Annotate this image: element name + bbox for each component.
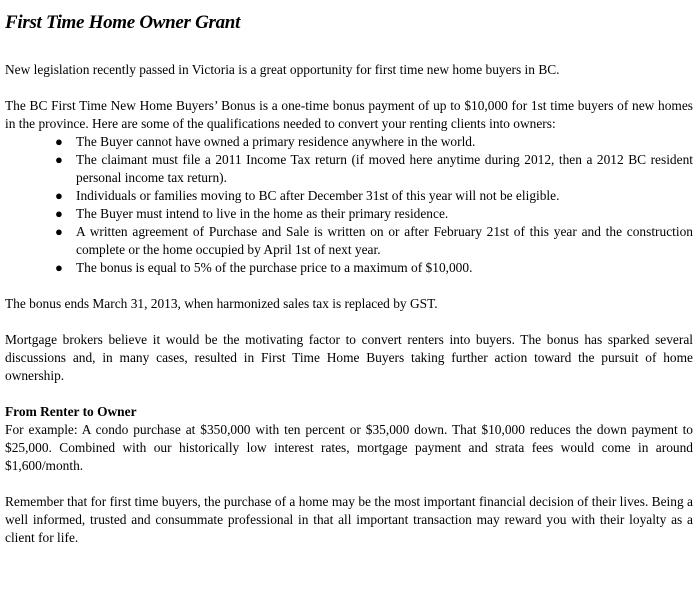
bonus-end-paragraph: The bonus ends March 31, 2013, when harmonized sales tax is replaced by GST. bbox=[5, 296, 438, 311]
bullet-icon: ● bbox=[55, 224, 63, 239]
qualification-text: The bonus is equal to 5% of the purchase price to a maximum of $10,000. bbox=[76, 260, 473, 275]
bullet-icon: ● bbox=[55, 134, 63, 149]
qualification-text: The Buyer cannot have owned a primary residence anywhere in the world. bbox=[76, 134, 476, 149]
bonus-description-paragraph: The BC First Time New Home Buyers’ Bonus is a one-time bonus payment of up to $10,000 for 1st time buyers of new homes in the province. Here are some of the qualifications needed to convert your renting clients into owners: bbox=[5, 98, 693, 131]
closing-paragraph: Remember that for first time buyers, the purchase of a home may be the most important financial decision of their lives. Being a well informed, trusted and consummate professional in that all important transaction may reward you with their loyalty as a client for life. bbox=[5, 494, 693, 545]
bullet-icon: ● bbox=[55, 152, 63, 167]
bullet-icon: ● bbox=[55, 206, 63, 221]
list-item bbox=[5, 151, 693, 187]
list-item bbox=[5, 187, 693, 205]
qualifications-list bbox=[5, 133, 693, 277]
qualification-text: The Buyer must intend to live in the home as their primary residence. bbox=[76, 206, 449, 221]
section-subheading: From Renter to Owner bbox=[5, 404, 137, 419]
list-item bbox=[5, 205, 693, 223]
list-item bbox=[5, 223, 693, 259]
paragraph-spacer bbox=[5, 385, 693, 403]
qualification-text: Individuals or families moving to BC after December 31st of this year will not be eligible. bbox=[76, 188, 560, 203]
paragraph-spacer bbox=[5, 277, 693, 295]
bullet-icon: ● bbox=[55, 188, 63, 203]
list-item bbox=[5, 259, 693, 277]
bullet-icon: ● bbox=[55, 260, 63, 275]
paragraph-spacer bbox=[5, 79, 693, 97]
qualification-text: The claimant must file a 2011 Income Tax return (if moved here anytime during 2012, then a 2012 BC resident personal income tax return). bbox=[76, 152, 693, 185]
qualification-text: A written agreement of Purchase and Sale is written on or after February 21st of this year and the construction complete or the home occupied by April 1st of next year. bbox=[76, 224, 693, 257]
document-page bbox=[5, 12, 693, 547]
brokers-paragraph: Mortgage brokers believe it would be the motivating factor to convert renters into buyers. The bonus has sparked several discussions and, in many cases, resulted in First Time Home Buyers taking further action toward the pursuit of home ownership. bbox=[5, 332, 693, 383]
list-item bbox=[5, 133, 693, 151]
paragraph-spacer bbox=[5, 313, 693, 331]
example-paragraph: For example: A condo purchase at $350,000 with ten percent or $35,000 down. That $10,000 reduces the down payment to $25,000. Combined with our historically low interest rates, mortgage payment and strata fees would come in around $1,600/month. bbox=[5, 422, 693, 473]
document-title: First Time Home Owner Grant bbox=[5, 12, 241, 33]
paragraph-spacer bbox=[5, 475, 693, 493]
intro-paragraph: New legislation recently passed in Victoria is a great opportunity for first time new home buyers in BC. bbox=[5, 62, 560, 77]
